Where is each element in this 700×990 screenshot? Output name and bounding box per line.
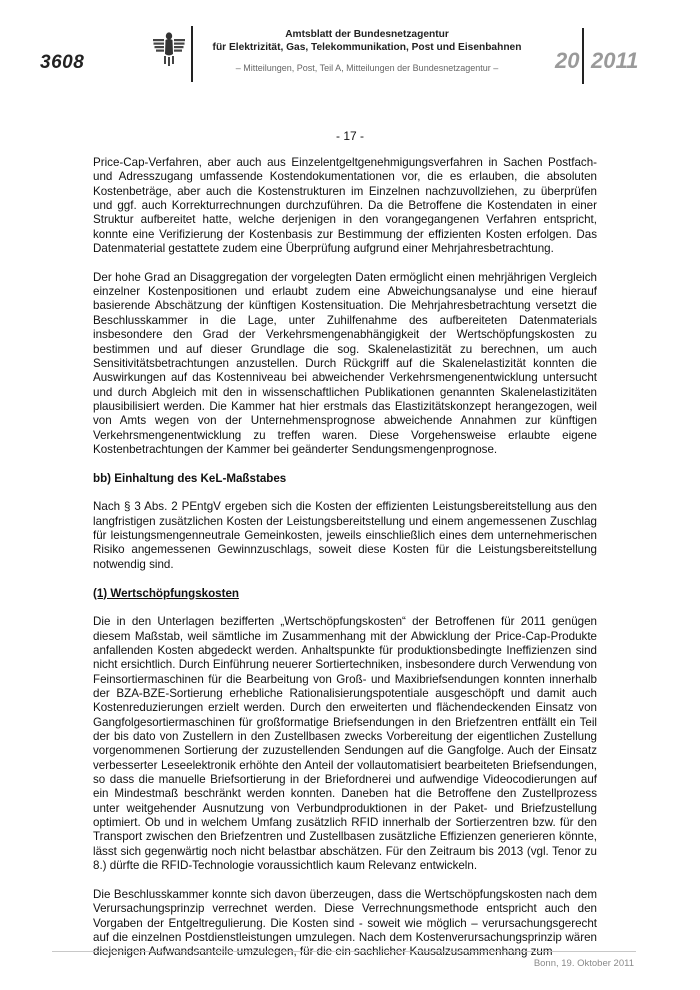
paragraph-1: Price-Cap-Verfahren, aber auch aus Einzelentgeltgenehmigungsverfahren in Sachen Postfach- und Adresszugang umfassende Kostendokumentationen vor, die es erlauben, die absoluten Kostenbeträge, aber auch die Kostenstrukturen im Einzelnen nachzuvollziehen, zu überprüfen und ggf. auch Korrekturrechnungen durchzuführen. Da die Betroffene die Kostendaten in einer Struktur aufbereitet hatte, welche derjenigen in den vorangegangenen Verfahren entspricht, konnte eine Verifizierung der Kostenbasis zur Bestimmung der effizienten Kosten erfolgen. Das Datenmaterial gestattete zudem eine Überprüfung aufgrund einer Mehrjahresbetrachtung. [93,156,597,256]
federal-eagle-icon [152,30,186,68]
paragraph-2: Der hohe Grad an Disaggregation der vorgelegten Daten ermöglicht einen mehrjährigen Vergleich einzelner Kostenpositionen und erlaubt zudem eine Abweichungsanalyse und eine hierauf basierende Abschätzung der künftigen Kostensituation. Die Mehrjahresbetrachtung versetzt die Beschlusskammer in die Lage, unter Zuhilfenahme des aufbereiteten Datenmaterials insbesondere den Grad der Verkehrsmengenabhängigkeit der Wertschöpfungskosten zu bestimmen und auf dieser Grundlage die sog. Skalenelastizität zu berechnen, um auch Sensitivitätsbetrachtungen anzustellen. Durch Rückgriff auf die Skalenelastizität konnten die Auswirkungen auf das Kostenniveau bei abweichender Verkehrsmengenentwicklung untersucht und durch Abgleich mit den in wissenschaftlichen Publikationen genannten Skalenelastizitäten plausibilisiert werden. Die Kammer hat hier erstmals das Elastizitätskonzept herangezogen, weil von Amts wegen von der Unternehmensprognose abweichende Annahmen zur künftigen Verkehrsmengenentwicklung zu treffen waren. Diese Vorgehensweise erlaubte eigene Kostenbetrachtungen der Kammer bei geänderter Sendungsmengenprognose. [93,270,597,456]
document-body [93,156,597,974]
heading-kel-standard: bb) Einhaltung des KeL-Maßstabes [93,471,287,485]
page-number: 3608 [40,52,85,73]
issue-year: 2011 [591,48,639,73]
footer-divider [52,951,636,952]
header-divider-right [582,28,584,84]
gazette-subtitle: für Elektrizität, Gas, Telekommunikation, Post und Eisenbahnen [212,41,522,53]
header-text [212,29,522,73]
paragraph-3: Nach § 3 Abs. 2 PEntgV ergeben sich die Kosten der effizienten Leistungsbereitstellung aus den langfristigen zusätzlichen Kosten der Leistungsbereitstellung und einem angemessenen Zuschlag für leistungsmengenneutrale Gemeinkosten, jeweils einschließlich eines dem unternehmerischen Risiko angemessenen Gewinnzuschlags, soweit diese Kosten für die Leistungsbereitstellung notwendig sind. [93,500,597,571]
gazette-title: Amtsblatt der Bundesnetzagentur [285,29,449,40]
document-page-label: - 17 - [335,129,364,143]
paragraph-4: Die in den Unterlagen bezifferten „Wertschöpfungskosten“ der Betroffenen für 2011 genügen diesem Maßstab, weil sämtliche im Zusammenhang mit der Abwicklung der Price-Cap-Produkte anfallenden Kosten abgedeckt werden. Anhaltspunkte für produktionsbedingte Ineffizienzen sind nicht ersichtlich. Durch Einführung neuerer Sortiertechniken, insbesondere durch Verwendung von Feinsortiermaschinen für die Bearbeitung von Groß- und Maxibriefsendungen konnten innerhalb der BZA-BZE-Sortierung erhebliche Rationalisierungspotentiale ausgeschöpft und damit auch Kostenreduzierungen erzielt werden. Durch den erweiterten und flächendeckenden Einsatz von Gangfolgesortiermaschinen für großformatige Briefsendungen in den Briefzentren entfällt ein Teil der bis dato von Zustellern in den Zustellbasen zwecks Vorbereitung der eigentlichen Zustellung vorgenommenen Sortierung der zuzustellenden Sendungen auf die Gangfolge. Auch der Einsatz verbesserter Leseelektronik erhöhte den Anteil der vollautomatisiert bearbeiteten Briefsendungen, so dass die manuelle Briefsortierung in der Briefordnerei und aufwendige Videocodierungen auf ein Mindestmaß beschränkt werden konnten. Daneben hat die Betroffene den Zustellprozess unter weitgehender Ausnutzung von Verbundproduktionen in der Paket- und Briefzustellung optimiert. Ob und in welchem Umfang zusätzlich RFID innerhalb der Sortierzentren bzw. für den Transport zwischen den Briefzentren und Zustellbasen zusätzliche Effizienzen generieren könnte, lässt sich gegenwärtig noch nicht belastbar abschätzen. Für den Zeitraum bis 2013 (vgl. Tenor zu 8.) dürfte die RFID-Technologie voraussichtlich kaum Relevanz entwickeln. [93,615,597,873]
paragraph-5: Die Beschlusskammer konnte sich davon überzeugen, dass die Wertschöpfungskosten nach dem Verursachungsprinzip verrechnet werden. Diese Verrechnungsmethode entspricht auch den Vorgaben der Entgeltregulierung. Die Kosten sind - soweit wie möglich – verursachungsgerecht auf die einzelnen Postdienstleistungen umzulegen. Nach dem Kostenverursachungsprinzip wären [93,887,597,944]
header-divider-left [191,26,193,82]
footer-date: Bonn, 19. Oktober 2011 [533,958,634,969]
section-label: – Mitteilungen, Post, Teil A, Mitteilungen der Bundesnetzagentur – [235,63,499,73]
heading-value-added-costs: (1) Wertschöpfungskosten [93,586,240,600]
issue-number: 20 [555,48,580,73]
